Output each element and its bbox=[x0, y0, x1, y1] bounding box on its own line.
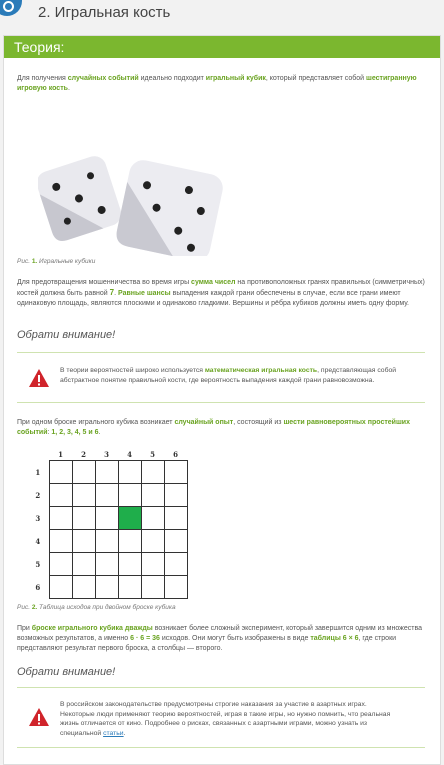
grid-cell bbox=[49, 553, 72, 576]
article-link[interactable]: статьи bbox=[103, 729, 124, 737]
lesson-header bbox=[0, 0, 444, 30]
grid-cell bbox=[164, 484, 187, 507]
divider bbox=[17, 352, 425, 353]
column-header: 6 bbox=[173, 449, 178, 459]
grid-cell bbox=[164, 461, 187, 484]
grid-cell bbox=[118, 553, 141, 576]
grid-cell bbox=[118, 507, 141, 530]
single-throw-paragraph: При одном броске игрального кубика возникает случайный опыт, состоящий из шести равновероятных простейших событий: 1, 2, 3, 4, 5 и 6. bbox=[17, 419, 411, 436]
lesson-title: 2. Игральная кость bbox=[38, 4, 171, 21]
grid-cell bbox=[141, 576, 164, 599]
grid-cell bbox=[95, 507, 118, 530]
grid-cell bbox=[49, 530, 72, 553]
grid-cell bbox=[141, 484, 164, 507]
intro-paragraph: Для получения случайных событий идеально подходит игральный кубик, который представляет собой шестигранную игровую кость. bbox=[17, 75, 417, 92]
grid-cell bbox=[164, 507, 187, 530]
grid-cell bbox=[72, 576, 95, 599]
grid-cell bbox=[72, 507, 95, 530]
fairness-paragraph: Для предотвращения мошенничества во время игры сумма чисел на противоположных гранях правильных (симметричных) костей должна быть равной 7. Равные шансы выпадения каждой грани обеспечены в случае, если все грани имеют одинаковую площадь, являются плоскими и одинаково гладкими. Вершины и рёбра кубиков должны иметь одну форму. bbox=[17, 279, 425, 307]
grid-cell bbox=[49, 576, 72, 599]
lesson-icon bbox=[0, 0, 22, 16]
dice-image bbox=[38, 141, 238, 256]
column-header: 5 bbox=[150, 449, 155, 459]
note-1-text: В теории вероятностей широко используется математическая игральная кость, представляющая собой абстрактное понятие правильной кости, где вероятность выпадения каждой грани равновозможна. bbox=[60, 367, 397, 384]
figure-1-caption: Рис. 1. Игральные кубики bbox=[17, 258, 96, 265]
grid-cell bbox=[49, 507, 72, 530]
grid-cell bbox=[164, 576, 187, 599]
row-header: 3 bbox=[35, 513, 41, 523]
grid-cell bbox=[72, 484, 95, 507]
grid-cell bbox=[95, 530, 118, 553]
row-header: 6 bbox=[35, 582, 41, 592]
row-header: 2 bbox=[35, 490, 41, 500]
note-2-text: В российском законодательстве предусмотрены строгие наказания за участие в азартных играх. Некоторые люди применяют теорию вероятностей, играя в такие игры, но нужно помнить, что реальная жизнь отличается от кино. Подробнее о рисках, связанных с азартными играми, можно узнать из специальной статьи. bbox=[60, 701, 391, 737]
grid-cell bbox=[118, 530, 141, 553]
grid-cell bbox=[95, 484, 118, 507]
grid-cell bbox=[49, 461, 72, 484]
table-row bbox=[27, 484, 187, 507]
grid-cell bbox=[164, 553, 187, 576]
grid-cell bbox=[118, 576, 141, 599]
grid-cell bbox=[72, 461, 95, 484]
double-throw-paragraph: При броске игрального кубика дважды возникает более сложный эксперимент, который завершится одним из множества возможных результатов, а именно 6 · 6 = 36 исходов. Они могут быть изображены в виде таблицы 6 × 6, где строки представляют результат первого броска, а столбцы — второго. bbox=[17, 625, 422, 652]
theory-title: Теория: bbox=[4, 36, 440, 58]
note-2-heading: Обрати внимание! bbox=[17, 666, 116, 678]
figure-2-caption: Рис. 2. Таблица исходов при двойном броске кубика bbox=[17, 604, 176, 611]
grid-cell bbox=[164, 530, 187, 553]
warning-icon bbox=[28, 707, 50, 727]
column-header: 4 bbox=[127, 449, 132, 459]
grid-cell bbox=[141, 553, 164, 576]
column-header: 1 bbox=[58, 449, 63, 459]
row-header: 1 bbox=[35, 467, 41, 477]
divider bbox=[17, 402, 425, 403]
note-1-heading: Обрати внимание! bbox=[17, 329, 116, 341]
grid-cell bbox=[72, 553, 95, 576]
warning-icon bbox=[28, 368, 50, 388]
table-row bbox=[27, 461, 187, 484]
grid-cell bbox=[141, 507, 164, 530]
grid-cell bbox=[95, 553, 118, 576]
outcomes-table bbox=[27, 448, 188, 599]
table-row bbox=[27, 576, 187, 599]
grid-cell bbox=[118, 484, 141, 507]
grid-cell bbox=[72, 530, 95, 553]
column-header: 3 bbox=[104, 449, 109, 459]
table-row bbox=[27, 530, 187, 553]
grid-cell bbox=[118, 461, 141, 484]
table-row bbox=[27, 553, 187, 576]
grid-cell bbox=[49, 484, 72, 507]
divider bbox=[17, 747, 425, 748]
theory-card bbox=[3, 35, 441, 765]
grid-cell bbox=[95, 576, 118, 599]
divider bbox=[17, 687, 425, 688]
grid-cell bbox=[95, 461, 118, 484]
grid-cell bbox=[141, 461, 164, 484]
column-header: 2 bbox=[81, 449, 86, 459]
table-row bbox=[27, 507, 187, 530]
row-header: 5 bbox=[35, 559, 41, 569]
grid-corner bbox=[27, 448, 49, 461]
row-header: 4 bbox=[35, 536, 41, 546]
grid-cell bbox=[141, 530, 164, 553]
